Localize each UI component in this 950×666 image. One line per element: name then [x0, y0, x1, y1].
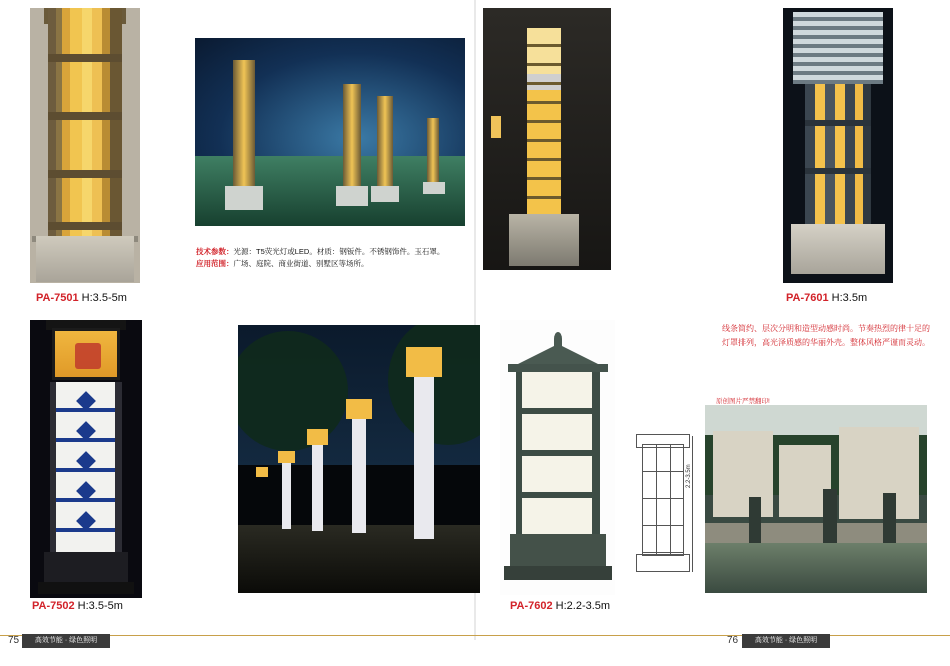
photo-lamp-base [371, 186, 399, 202]
photo-lamp-column [749, 497, 761, 543]
lantern-eave [508, 364, 608, 372]
photo-lamp-column [233, 60, 255, 188]
lantern-body-panels [522, 372, 594, 534]
photo-building [839, 427, 919, 519]
technical-elevation-drawing [630, 430, 700, 580]
column-base [44, 552, 128, 586]
photo-lamp-column [343, 84, 361, 188]
photo-lamp-column [427, 118, 439, 188]
column-foot [504, 566, 612, 580]
photo-wall-sconce [491, 116, 501, 138]
column-band [48, 112, 122, 120]
column-base [510, 534, 606, 570]
lantern-head [52, 328, 120, 380]
photo-lamp-grid [527, 28, 561, 218]
column-band [48, 170, 122, 178]
column-band [48, 222, 122, 230]
drawing-dimension-label: 2.2-3.5m [686, 464, 692, 488]
product-image-pa-7601 [783, 8, 893, 283]
photo-lamp-column [282, 461, 291, 529]
photo-lamp-base [336, 186, 368, 206]
column-band [805, 168, 871, 174]
product-caption-pa-7601: PA-7601 H:3.5m [786, 292, 868, 304]
photo-lamp-pedestal [509, 214, 579, 266]
photo-lamp-column [414, 373, 434, 539]
footer-label-left: 高效节能 · 绿色照明 [22, 634, 110, 648]
photo-lamp-column [377, 96, 393, 188]
column-edge-right [115, 382, 122, 552]
product-image-pa-7602 [500, 320, 615, 595]
photo-lamp-head [256, 467, 268, 477]
photo-lamp-head [346, 399, 372, 419]
spec-tech-text: 光源：T5荧光灯或LED。材质：钢钣件。不锈钢饰件。玉石罩。 [233, 247, 445, 256]
copyright-tag: 原创图片严禁翻印! [716, 398, 770, 405]
product-caption-pa-7501: PA-7501 H:3.5-5m [36, 292, 127, 304]
roof-finial [554, 332, 562, 346]
photo-lamp-head [307, 429, 328, 445]
photo-plaza-night-columns [195, 38, 465, 226]
product-caption-pa-7602: PA-7602 H:2.2-3.5m [510, 600, 611, 612]
lantern-roof [514, 344, 602, 366]
spec-parameters [196, 246, 456, 269]
photo-lamp-base [225, 186, 263, 210]
column-base [36, 236, 134, 282]
product-image-pa-7502 [30, 320, 142, 598]
spec-tech-label: 技术参数： [196, 247, 234, 256]
column-shaft [48, 8, 122, 238]
photo-lamp-column [312, 443, 323, 531]
product-caption-pa-7502: PA-7502 H:3.5-5m [32, 600, 123, 612]
footer-label-right: 高效节能 · 绿色照明 [742, 634, 830, 648]
column-band [805, 120, 871, 126]
drawing-base [636, 554, 690, 572]
page-number-left: 75 [8, 635, 20, 646]
photo-ground [238, 525, 480, 593]
photo-lamp-head [278, 451, 295, 463]
photo-riverside-buildings [705, 405, 927, 593]
photo-lamp-column [883, 493, 896, 543]
photo-lamp-head [406, 347, 442, 377]
column-foot [38, 582, 134, 594]
spec-use-text: 广场、庭院、商业街道、别墅区等场所。 [233, 258, 369, 268]
photo-lamp-column [823, 489, 837, 543]
photo-door-lamp-night [483, 8, 611, 270]
spec-use-label: 应用范围： [196, 258, 234, 268]
product-description-note: 线条简约、层次分明和造型动感时尚。节奏热烈的律十足的灯罩排列，高光泽质感的华丽外壳。整体风格严谨而灵动。 [722, 324, 930, 347]
column-edge-right [592, 372, 600, 534]
column-base [791, 224, 885, 274]
photo-street-row-lamps [238, 325, 480, 593]
drawing-dimension-line [692, 436, 693, 572]
column-shaft [805, 84, 871, 224]
product-image-pa-7501 [30, 8, 140, 283]
louver-head [793, 12, 883, 84]
photo-lamp-base [423, 182, 445, 194]
photo-building [713, 431, 773, 517]
photo-lamp-column [352, 417, 366, 533]
photo-water [705, 543, 927, 593]
page-number-right: 76 [727, 635, 739, 646]
column-band [48, 54, 122, 62]
drawing-body [642, 444, 684, 556]
